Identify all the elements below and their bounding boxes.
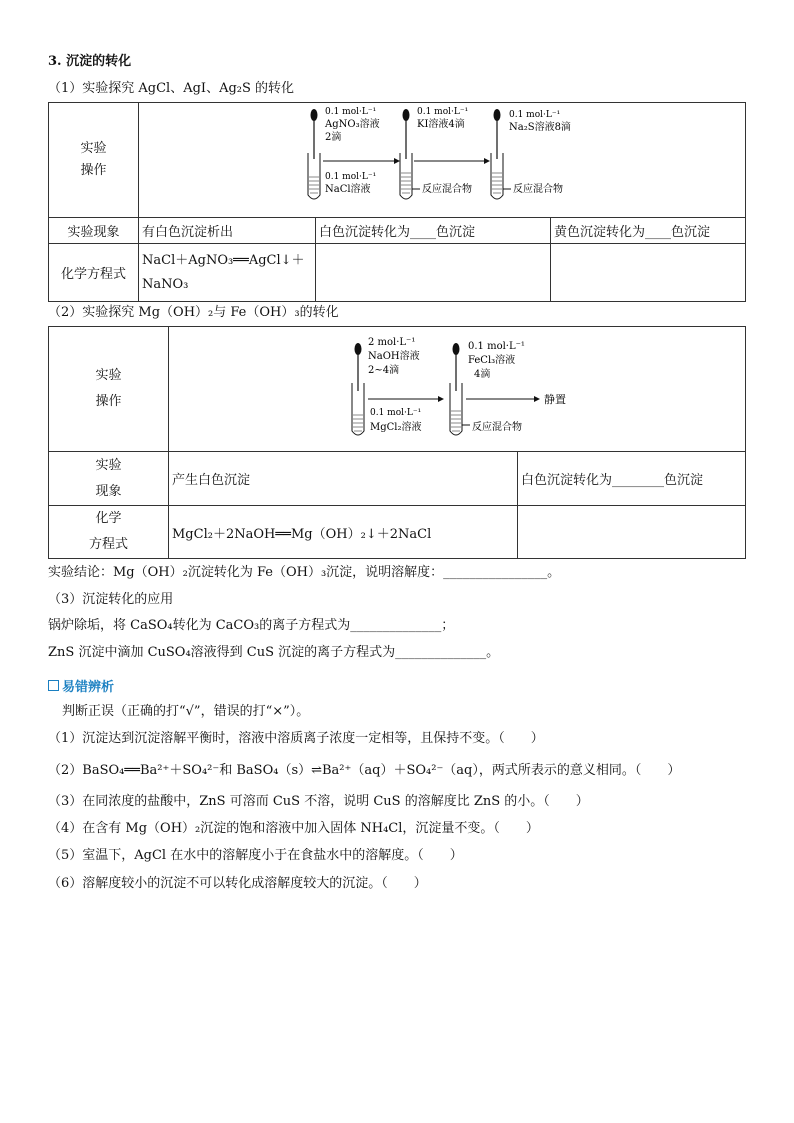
part3-title: （3）沉淀转化的应用	[48, 592, 174, 607]
rest-label: 静置	[544, 393, 566, 406]
errata-instruction: 判断正误（正确的打“√”，错误的打“×”）。	[62, 704, 310, 719]
part2-phenomenon-2: 白色沉淀转化为________色沉淀	[518, 452, 746, 506]
errata-item-5: （5）室温下，AgCl 在水中的溶解度小于在食盐水中的溶解度。（ ）	[48, 848, 463, 863]
dropper-fecl3	[453, 343, 460, 391]
part1-phenomenon-2: 白色沉淀转化为____色沉淀	[316, 218, 551, 244]
part2-equation-label: 化学 方程式	[49, 506, 169, 559]
part1-phenomenon-3: 黄色沉淀转化为____色沉淀	[551, 218, 746, 244]
part1-equation-3	[551, 244, 746, 302]
errata-item-3: （3）在同浓度的盐酸中，ZnS 可溶而 CuS 不溶，说明 CuS 的溶解度比 ZnS 的小。（ ）	[48, 794, 589, 809]
drop3-line1: 0.1 mol·L⁻¹	[509, 110, 561, 120]
part1-table	[48, 102, 746, 302]
fecl3-line3: 4滴	[474, 369, 491, 380]
base1-line2: NaCl溶液	[325, 184, 371, 195]
naoh-line1: 2 mol·L⁻¹	[368, 337, 416, 348]
test-tube-3	[491, 153, 503, 199]
part1-phenomenon-1: 有白色沉淀析出	[139, 218, 316, 244]
dropper-1	[311, 109, 318, 159]
conclusion: 实验结论：Mg（OH）₂沉淀转化为 Fe（OH）₃沉淀，说明溶解度：________________。	[48, 565, 561, 580]
fecl3-line1: 0.1 mol·L⁻¹	[468, 341, 525, 352]
mixture-label-3: 反应混合物	[513, 184, 563, 195]
part2-title: （2）实验探究 Mg（OH）₂与 Fe（OH）₃的转化	[48, 305, 339, 320]
section-title: 3. 沉淀的转化	[48, 54, 132, 69]
part1-title: （1）实验探究 AgCl、AgI、Ag₂S 的转化	[48, 81, 295, 96]
part2-apparatus-diagram	[172, 327, 742, 447]
part3-line1: 锅炉除垢，将 CaSO₄转化为 CaCO₃的离子方程式为______________；	[48, 618, 455, 633]
errata-heading-text: 易错辨析	[62, 680, 115, 695]
part2-diagram-cell	[169, 327, 746, 452]
mgcl2-line2: MgCl₂溶液	[370, 422, 422, 433]
drop1-line2: AgNO₃溶液	[325, 119, 380, 130]
fecl3-line2: FeCl₃溶液	[468, 355, 516, 366]
part2-equation-1: MgCl₂＋2NaOH══Mg（OH）₂↓＋2NaCl	[169, 506, 518, 559]
dropper-2	[403, 109, 410, 159]
test-tube-2	[400, 153, 412, 199]
part2-operation-label: 实验 操作	[49, 327, 169, 452]
part3-line2: ZnS 沉淀中滴加 CuSO₄溶液得到 CuS 沉淀的离子方程式为______________。	[48, 645, 500, 660]
drop2-line1: 0.1 mol·L⁻¹	[417, 107, 469, 117]
mixture-label-fe: 反应混合物	[472, 422, 522, 433]
part2-phenomenon-label: 实验 现象	[49, 452, 169, 506]
part1-apparatus-diagram	[142, 103, 742, 213]
naoh-line2: NaOH溶液	[368, 351, 420, 362]
drop2-line2: KI溶液4滴	[417, 119, 465, 130]
dropper-3	[494, 109, 501, 159]
square-icon	[48, 680, 59, 691]
errata-heading	[48, 676, 114, 695]
part2-phenomenon-1: 产生白色沉淀	[169, 452, 518, 506]
errata-item-4: （4）在含有 Mg（OH）₂沉淀的饱和溶液中加入固体 NH₄Cl，沉淀量不变。（ ）	[48, 821, 539, 836]
part2-equation-2	[518, 506, 746, 559]
mgcl2-line1: 0.1 mol·L⁻¹	[370, 408, 422, 418]
part1-equation-1: NaCl＋AgNO₃══AgCl↓＋NaNO₃	[139, 244, 316, 302]
dropper-naoh	[355, 343, 362, 391]
drop1-line1: 0.1 mol·L⁻¹	[325, 107, 377, 117]
part1-equation-label: 化学方程式	[49, 244, 139, 302]
drop1-line3: 2滴	[325, 132, 342, 143]
part1-phenomenon-label: 实验现象	[49, 218, 139, 244]
drop3-line2: Na₂S溶液8滴	[509, 122, 571, 133]
part2-table	[48, 326, 746, 559]
mixture-label-2: 反应混合物	[422, 184, 472, 195]
base1-line1: 0.1 mol·L⁻¹	[325, 172, 377, 182]
part1-diagram-cell	[139, 103, 746, 218]
errata-item-2: （2）BaSO₄══Ba²⁺＋SO₄²⁻和 BaSO₄（s）⇌Ba²⁺（aq）＋SO₄²⁻（aq），两式所表示的意义相同。（ ）	[48, 763, 681, 778]
errata-item-1: （1）沉淀达到沉淀溶解平衡时，溶液中溶质离子浓度一定相等，且保持不变。（ ）	[48, 731, 544, 746]
test-tube-1	[308, 153, 320, 199]
naoh-line3: 2~4滴	[368, 365, 400, 376]
errata-item-6: （6）溶解度较小的沉淀不可以转化成溶解度较大的沉淀。（ ）	[48, 876, 427, 891]
part1-operation-label: 实验 操作	[49, 103, 139, 218]
part1-equation-2	[316, 244, 551, 302]
